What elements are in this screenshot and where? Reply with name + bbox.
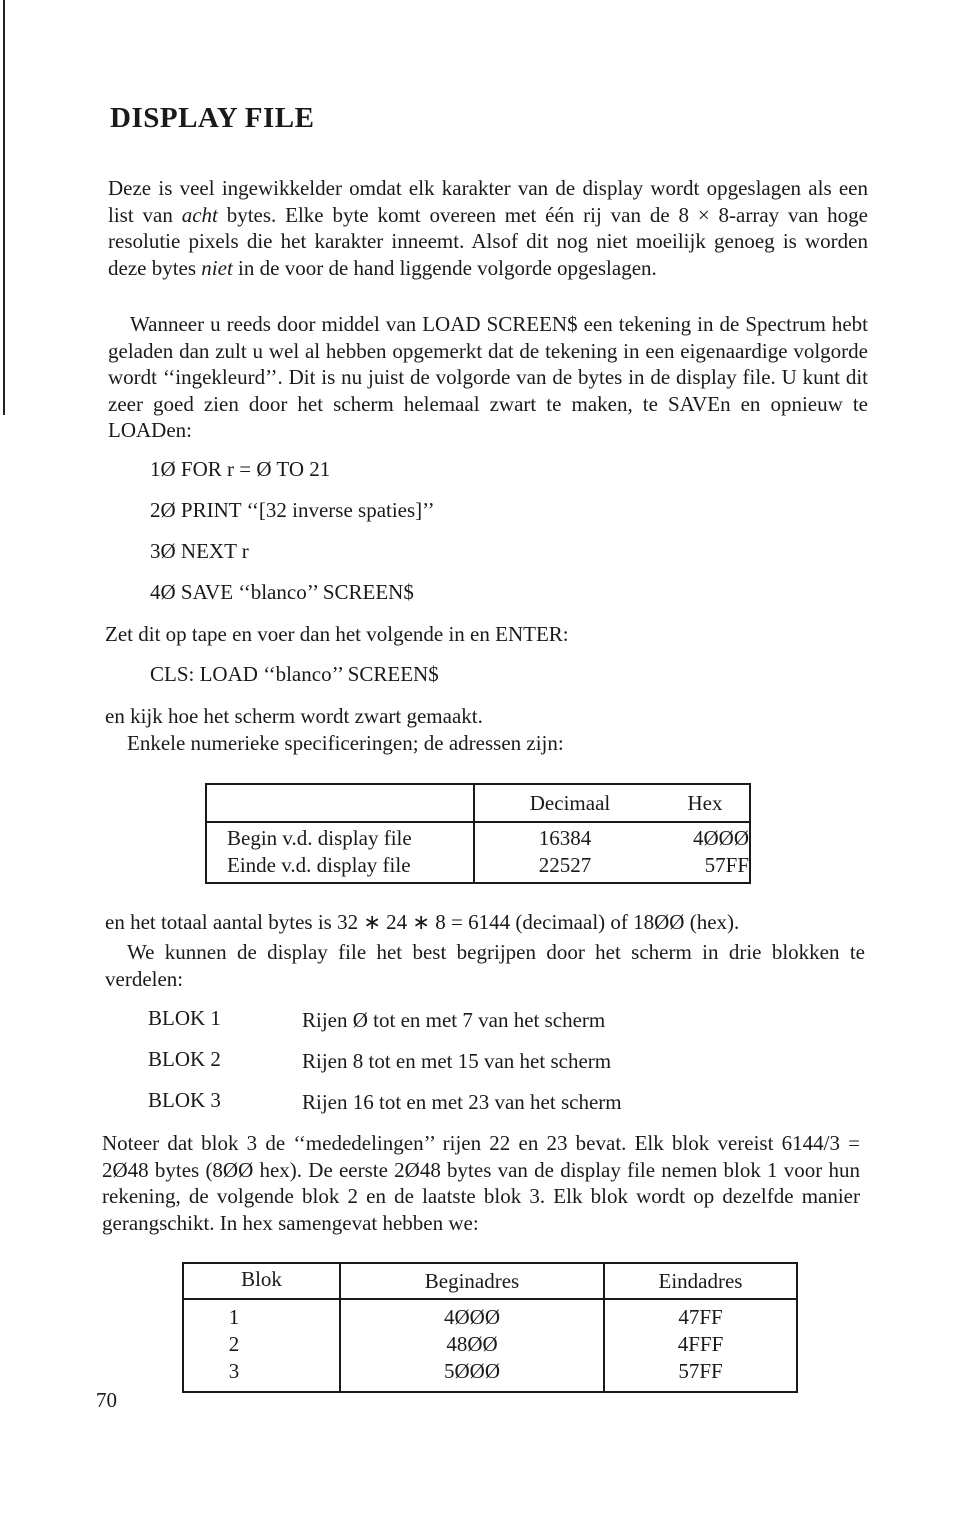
block-row-2-end: 4FFF [677,1332,724,1356]
address-table-body [206,822,750,883]
row-end-decimal: 22527 [538,853,592,877]
header-eindadres: Eindadres [604,1263,797,1299]
block-table-header [183,1263,797,1299]
block-3-name: BLOK 3 [148,1088,221,1112]
block-row-3-number: 3 [228,1359,240,1383]
program-line-20: 2Ø PRINT ‘‘[32 inverse spaties]’’ [150,498,435,522]
paragraph-tape: Zet dit op tape en voer dan het volgende in en ENTER: [105,622,569,646]
row-end-hex: 57FF [704,853,749,877]
page-heading: DISPLAY FILE [110,102,315,134]
paragraph-intro-text-b: bytes. Elke byte komt overeen met één rij van de 8 × 8-array van hoge resolutie pixels die het karakter inneemt. Alsof dit nog niet moeilijk genoeg is worden deze bytes [108,202,868,280]
block-1-desc: Rijen Ø tot en met 7 van het scherm [302,1008,606,1032]
header-hex: Hex [687,791,723,815]
address-table-labels [206,822,474,883]
address-table-header [206,784,750,822]
paragraph-load-screen: Wanneer u reeds door middel van LOAD SCREEN$ een tekening in de Spectrum hebt geladen dan zult u wel al hebben opgemerkt dat de tekening in een eigenaardige volgorde wordt ‘‘ingekleurd’’. Dit is nu juist de volgorde van de bytes in de display file. U kunt dit zeer goed zien door het scherm helemaal zwart te maken, te SAVEn en opnieuw te LOADen: [108,312,868,442]
block-row-2-number: 2 [228,1332,240,1356]
address-table [205,783,751,884]
header-decimaal: Decimaal [529,791,611,815]
address-table-header-values [474,784,750,822]
block-row-1-number: 1 [228,1305,240,1329]
program-line-10: 1Ø FOR r = Ø TO 21 [150,457,331,481]
address-table-header-blank [206,784,474,822]
block-numbers [183,1299,340,1392]
address-table-values [474,822,750,883]
paragraph-specs: Enkele numerieke specificeringen; de adressen zijn: [127,731,564,755]
block-row-3-end: 57FF [678,1359,723,1383]
header-blok: Blok [183,1263,340,1299]
load-command: CLS: LOAD ‘‘blanco’’ SCREEN$ [150,662,439,686]
block-end-addresses [604,1299,797,1392]
row-begin-label: Begin v.d. display file [227,826,412,850]
block-address-table [182,1262,798,1393]
block-row-2-begin: 48ØØ [446,1332,498,1356]
block-table-body [183,1299,797,1392]
emphasis-acht: acht [181,202,218,227]
block-row-1-end: 47FF [678,1305,723,1329]
block-3-desc: Rijen 16 tot en met 23 van het scherm [302,1090,622,1114]
block-row-1-begin: 4ØØØ [444,1305,500,1329]
page-number: 70 [96,1388,117,1412]
paragraph-intro-text-c: in de voor de hand liggende volgorde opgeslagen. [232,255,657,280]
block-begin-addresses [340,1299,604,1392]
row-begin-hex: 4ØØØ [693,826,749,850]
block-2-name: BLOK 2 [148,1047,221,1071]
row-end-label: Einde v.d. display file [227,853,411,877]
program-line-40: 4Ø SAVE ‘‘blanco’’ SCREEN$ [150,580,414,604]
paragraph-intro [108,175,868,281]
scan-margin-line [3,0,5,415]
paragraph-three-blocks: We kunnen de display file het best begrijpen door het scherm in drie blokken te verdelen: [105,940,865,991]
paragraph-intro-text-a: Deze is veel ingewikkelder omdat elk karakter van de display wordt opgeslagen als een list van [108,176,868,227]
paragraph-total-bytes: en het totaal aantal bytes is 32 ∗ 24 ∗ 8 = 6144 (decimaal) of 18ØØ (hex). [105,910,740,934]
block-row-3-begin: 5ØØØ [444,1359,500,1383]
block-1-name: BLOK 1 [148,1006,221,1030]
paragraph-mededelingen: Noteer dat blok 3 de ‘‘mededelingen’’ rijen 22 en 23 bevat. Elk blok vereist 6144/3 = 2Ø48 bytes (8ØØ hex). De eerste 2Ø48 bytes van de display file nemen blok 1 voor hun rekening, de volgende blok 2 en de laatste blok 3. Elk blok wordt op dezelfde manier gerangschikt. In hex samengevat hebben we: [102,1131,860,1235]
block-2-desc: Rijen 8 tot en met 15 van het scherm [302,1049,612,1073]
row-begin-decimal: 16384 [538,826,592,850]
emphasis-niet: niet [201,255,233,280]
program-line-30: 3Ø NEXT r [150,539,249,563]
paragraph-black-screen: en kijk hoe het scherm wordt zwart gemaakt. [105,704,483,728]
header-beginadres: Beginadres [340,1263,604,1299]
